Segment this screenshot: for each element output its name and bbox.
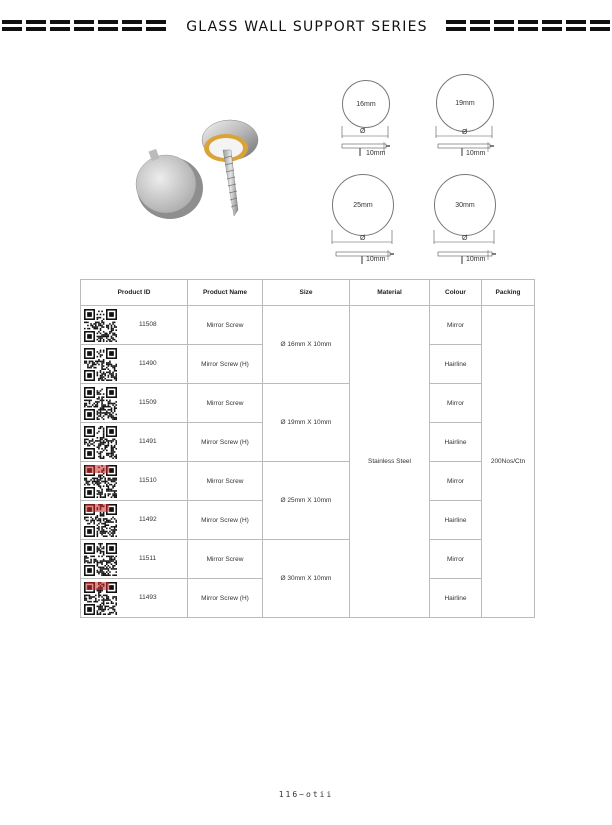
- table-header-row: [81, 280, 535, 306]
- product-id: 11510: [139, 477, 157, 484]
- size-cell: Ø 30mm X 10mm: [263, 540, 350, 618]
- qr-code-icon: [84, 543, 117, 576]
- product-id-cell: [81, 345, 188, 384]
- colour-cell: Mirror: [430, 462, 482, 501]
- product-name: Mirror Screw: [188, 384, 263, 423]
- diameter-label: 19mm: [455, 99, 475, 107]
- dimension-lines: [432, 172, 512, 262]
- diameter-symbol: Ø: [462, 235, 468, 242]
- colour-cell: Hairline: [430, 501, 482, 540]
- size-cell: Ø 16mm X 10mm: [263, 306, 350, 384]
- qr-code-icon: [84, 309, 117, 342]
- diameter-label: 16mm: [356, 100, 376, 108]
- size-diagram-30mm: [432, 172, 512, 262]
- diameter-label: 25mm: [353, 201, 373, 209]
- qr-code-icon: [84, 348, 117, 381]
- size-diagram-25mm: [330, 172, 410, 262]
- red-stamp-mark: [85, 582, 109, 590]
- header-right-dashes: [446, 20, 610, 31]
- colour-cell: Hairline: [430, 579, 482, 618]
- product-image: [130, 110, 280, 230]
- size-cell: Ø 19mm X 10mm: [263, 384, 350, 462]
- product-name: Mirror Screw (H): [188, 501, 263, 540]
- table-row: [81, 306, 535, 345]
- product-id-cell: [81, 306, 188, 345]
- colour-cell: Mirror: [430, 384, 482, 423]
- header-left-dashes: [2, 20, 166, 31]
- page-header: [0, 18, 612, 44]
- size-cell: Ø 25mm X 10mm: [263, 462, 350, 540]
- header-material: Material: [350, 280, 430, 306]
- product-id: 11508: [139, 321, 157, 328]
- diameter-symbol: Ø: [360, 128, 366, 135]
- page-number: 116~otii: [278, 790, 334, 799]
- dimension-lines: [430, 72, 510, 162]
- material-cell: Stainless Steel: [350, 306, 430, 618]
- product-id-cell: [81, 462, 188, 501]
- product-id: 11490: [139, 360, 157, 367]
- thickness-label: 10mm: [366, 150, 386, 157]
- diameter-symbol: Ø: [462, 129, 468, 136]
- thickness-label: 10mm: [466, 256, 486, 263]
- header-product-name: Product Name: [188, 280, 263, 306]
- product-name: Mirror Screw: [188, 306, 263, 345]
- product-name: Mirror Screw: [188, 462, 263, 501]
- diameter-symbol: Ø: [360, 235, 366, 242]
- product-id: 11493: [139, 594, 157, 601]
- qr-code-icon: [84, 387, 117, 420]
- table-row: [81, 384, 535, 423]
- product-id-cell: [81, 579, 188, 618]
- product-id: 11511: [139, 555, 157, 562]
- colour-cell: Hairline: [430, 423, 482, 462]
- product-name: Mirror Screw (H): [188, 579, 263, 618]
- header-size: Size: [263, 280, 350, 306]
- red-stamp-mark: [85, 504, 109, 512]
- size-diagram-19mm: [430, 72, 510, 162]
- product-name: Mirror Screw (H): [188, 423, 263, 462]
- product-id-cell: [81, 501, 188, 540]
- red-stamp-mark: [85, 465, 109, 473]
- thickness-label: 10mm: [366, 256, 386, 263]
- product-id: 11491: [139, 438, 157, 445]
- table-row: [81, 540, 535, 579]
- product-id-cell: [81, 384, 188, 423]
- thickness-label: 10mm: [466, 150, 486, 157]
- spec-table: [80, 279, 535, 618]
- table-row: [81, 462, 535, 501]
- size-diagram-16mm: [330, 78, 410, 168]
- page-title: GLASS WALL SUPPORT SERIES: [186, 19, 428, 35]
- colour-cell: Mirror: [430, 306, 482, 345]
- product-id: 11492: [139, 516, 157, 523]
- header-colour: Colour: [430, 280, 482, 306]
- qr-code-icon: [84, 426, 117, 459]
- product-id-cell: [81, 423, 188, 462]
- dimension-lines: [330, 172, 410, 262]
- header-packing: Packing: [482, 280, 535, 306]
- product-id-cell: [81, 540, 188, 579]
- packing-cell: 200Nos/Ctn: [482, 306, 535, 618]
- product-name: Mirror Screw (H): [188, 345, 263, 384]
- diameter-label: 30mm: [455, 201, 475, 209]
- product-name: Mirror Screw: [188, 540, 263, 579]
- colour-cell: Mirror: [430, 540, 482, 579]
- colour-cell: Hairline: [430, 345, 482, 384]
- header-product-id: Product ID: [81, 280, 188, 306]
- product-id: 11509: [139, 399, 157, 406]
